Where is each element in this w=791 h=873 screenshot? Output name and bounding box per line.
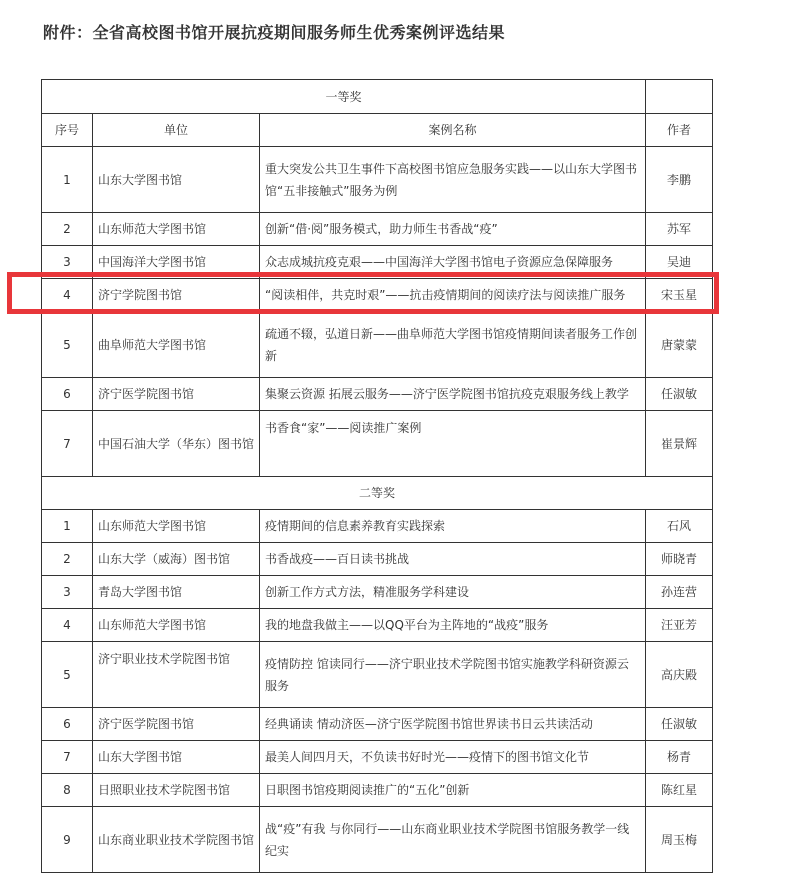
row-case: 我的地盘我做主——以QQ平台为主阵地的“战疫”服务 <box>260 609 646 642</box>
row-author: 任淑敏 <box>646 708 713 741</box>
row-case: 战“疫”有我 与你同行——山东商业职业技术学院图书馆服务教学一线纪实 <box>260 807 646 873</box>
header-no: 序号 <box>42 114 93 147</box>
row-case: 经典诵读 情动济医—济宁医学院图书馆世界读书日云共读活动 <box>260 708 646 741</box>
table-row <box>42 609 713 642</box>
row-unit: 日照职业技术学院图书馆 <box>93 774 260 807</box>
row-no: 5 <box>42 642 93 708</box>
row-author: 杨青 <box>646 741 713 774</box>
row-no: 7 <box>42 741 93 774</box>
table-row <box>42 576 713 609</box>
table-row-highlighted <box>42 279 713 312</box>
row-case: 创新工作方式方法，精准服务学科建设 <box>260 576 646 609</box>
row-no: 1 <box>42 510 93 543</box>
row-no: 3 <box>42 246 93 279</box>
row-no: 5 <box>42 312 93 378</box>
row-no: 9 <box>42 807 93 873</box>
table-row <box>42 411 713 477</box>
row-unit: 山东师范大学图书馆 <box>93 510 260 543</box>
table-row <box>42 213 713 246</box>
table-row <box>42 807 713 873</box>
row-case: 众志成城抗疫克艰——中国海洋大学图书馆电子资源应急保障服务 <box>260 246 646 279</box>
section-blank-cell <box>646 80 713 114</box>
row-author: 陈红星 <box>646 774 713 807</box>
row-no: 7 <box>42 411 93 477</box>
table-row <box>42 642 713 708</box>
row-author: 孙连营 <box>646 576 713 609</box>
row-case: 创新“借·阅”服务模式，助力师生书香战“疫” <box>260 213 646 246</box>
row-case: 疏通不辍，弘道日新——曲阜师范大学图书馆疫情期间读者服务工作创新 <box>260 312 646 378</box>
table-row <box>42 741 713 774</box>
page-title: 附件：全省高校图书馆开展抗疫期间服务师生优秀案例评选结果 <box>43 23 506 42</box>
row-unit: 山东师范大学图书馆 <box>93 213 260 246</box>
row-author: 崔景辉 <box>646 411 713 477</box>
row-author: 师晓青 <box>646 543 713 576</box>
row-no: 2 <box>42 213 93 246</box>
row-case: “阅读相伴，共克时艰”——抗击疫情期间的阅读疗法与阅读推广服务 <box>260 279 646 312</box>
row-case: 书香战疫——百日读书挑战 <box>260 543 646 576</box>
table-row <box>42 378 713 411</box>
table-row <box>42 510 713 543</box>
row-case: 书香食“家”——阅读推广案例 <box>260 411 646 477</box>
row-author: 唐蒙蒙 <box>646 312 713 378</box>
row-author: 高庆殿 <box>646 642 713 708</box>
table-row <box>42 147 713 213</box>
row-case: 日职图书馆疫期阅读推广的“五化”创新 <box>260 774 646 807</box>
row-author: 苏军 <box>646 213 713 246</box>
table-row <box>42 708 713 741</box>
row-author: 周玉梅 <box>646 807 713 873</box>
row-no: 3 <box>42 576 93 609</box>
row-unit: 青岛大学图书馆 <box>93 576 260 609</box>
row-no: 2 <box>42 543 93 576</box>
row-case: 集聚云资源 拓展云服务——济宁医学院图书馆抗疫克艰服务线上教学 <box>260 378 646 411</box>
row-author: 李鹏 <box>646 147 713 213</box>
row-unit: 济宁医学院图书馆 <box>93 378 260 411</box>
row-case: 疫情防控 馆读同行——济宁职业技术学院图书馆实施教学科研资源云服务 <box>260 642 646 708</box>
header-case: 案例名称 <box>260 114 646 147</box>
section-title: 一等奖 <box>42 80 646 114</box>
row-unit: 山东大学（威海）图书馆 <box>93 543 260 576</box>
section-row-first-prize <box>42 80 713 114</box>
row-unit: 中国海洋大学图书馆 <box>93 246 260 279</box>
row-no: 4 <box>42 279 93 312</box>
row-unit: 曲阜师范大学图书馆 <box>93 312 260 378</box>
row-no: 6 <box>42 378 93 411</box>
table-row <box>42 543 713 576</box>
row-no: 1 <box>42 147 93 213</box>
row-author: 汪亚芳 <box>646 609 713 642</box>
awards-table <box>41 79 713 873</box>
row-author: 任淑敏 <box>646 378 713 411</box>
row-author: 宋玉星 <box>646 279 713 312</box>
row-author: 吴迪 <box>646 246 713 279</box>
row-unit: 山东师范大学图书馆 <box>93 609 260 642</box>
header-author: 作者 <box>646 114 713 147</box>
row-case: 重大突发公共卫生事件下高校图书馆应急服务实践——以山东大学图书馆“五非接触式”服务为例 <box>260 147 646 213</box>
table-header-row <box>42 114 713 147</box>
table-row <box>42 774 713 807</box>
row-unit: 中国石油大学（华东）图书馆 <box>93 411 260 477</box>
row-case: 最美人间四月天，不负读书好时光——疫情下的图书馆文化节 <box>260 741 646 774</box>
row-case: 疫情期间的信息素养教育实践探索 <box>260 510 646 543</box>
row-unit: 山东大学图书馆 <box>93 741 260 774</box>
row-author: 石风 <box>646 510 713 543</box>
row-unit: 济宁医学院图书馆 <box>93 708 260 741</box>
row-no: 4 <box>42 609 93 642</box>
table-row <box>42 312 713 378</box>
row-unit: 济宁职业技术学院图书馆 <box>93 642 260 708</box>
table-row <box>42 246 713 279</box>
row-no: 6 <box>42 708 93 741</box>
row-unit: 山东商业职业技术学院图书馆 <box>93 807 260 873</box>
section-title: 二等奖 <box>42 477 713 510</box>
header-unit: 单位 <box>93 114 260 147</box>
section-row-second-prize <box>42 477 713 510</box>
row-unit: 济宁学院图书馆 <box>93 279 260 312</box>
row-no: 8 <box>42 774 93 807</box>
row-unit: 山东大学图书馆 <box>93 147 260 213</box>
